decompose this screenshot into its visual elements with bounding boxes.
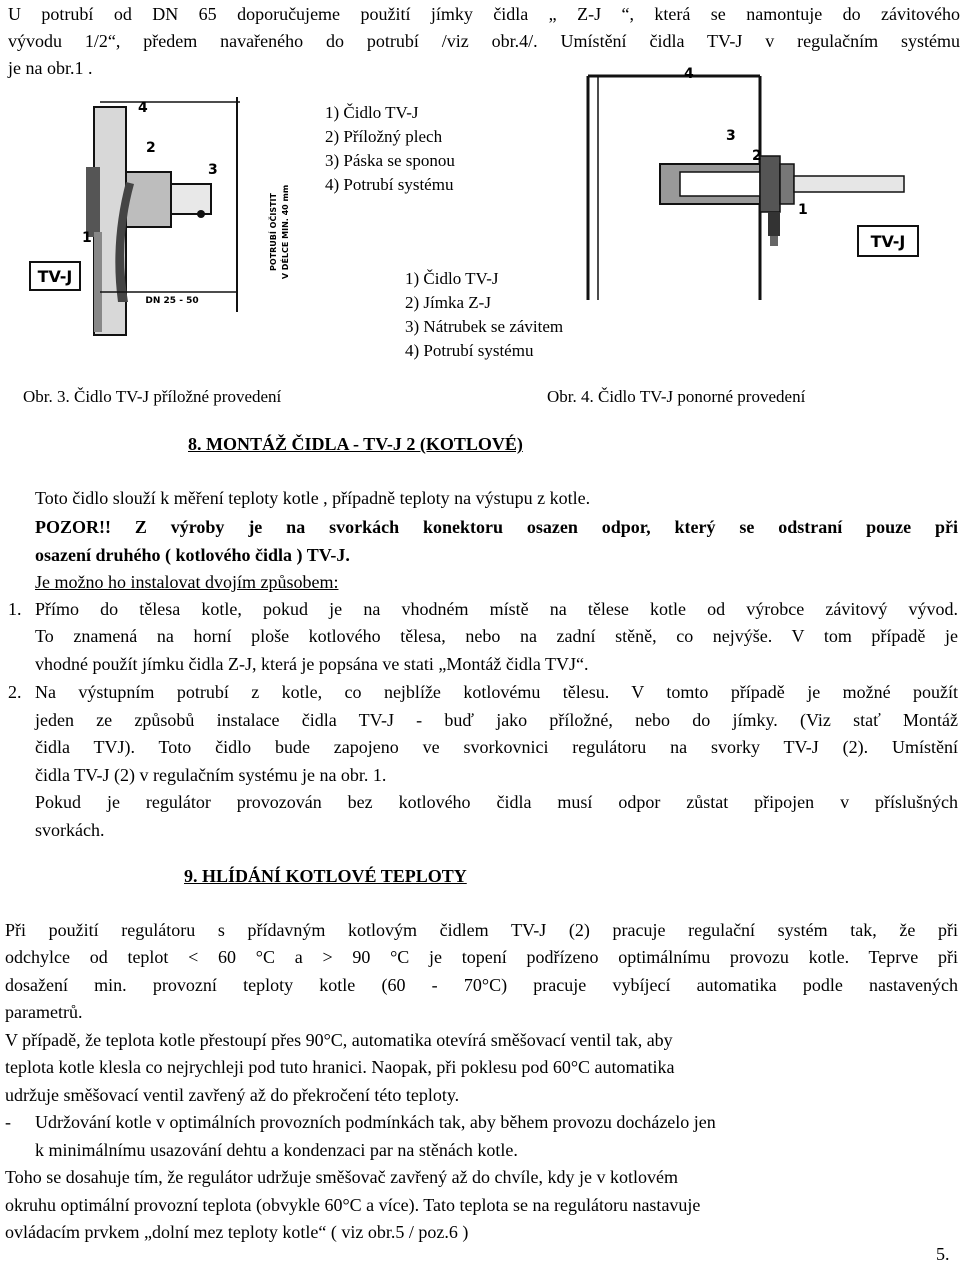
item-2-line-5: Pokud je regulátor provozován bez kotlového čidla musí odpor zůstat připojen v příslušných [35, 792, 958, 812]
item-2-line-2: jeden ze způsobů instalace čidla TV-J - buď jako příložné, nebo do jímky. (Viz stať Montáž [35, 710, 958, 730]
section-9-line-4: parametrů. [5, 1002, 83, 1022]
section-8-intro: Toto čidlo slouží k měření teploty kotle , případně teploty na výstupu z kotle. [35, 488, 591, 508]
warning-line-1: POZOR!! Z výroby je na svorkách konektoru osazen odpor, který se odstraní pouze při [35, 517, 958, 537]
legend-item: 1) Čidlo TV-J [405, 269, 499, 288]
figure-4-immersion-sensor-drawing [580, 64, 940, 304]
position-number-2: 2 [146, 140, 156, 156]
sensor-stem [794, 176, 904, 192]
item-1-line-3: vhodné použít jímku čidla Z-J, která je popsána ve stati „Montáž čidla TVJ“. [35, 654, 589, 674]
fixing-screw [768, 212, 780, 236]
warning-line-2: osazení druhého ( kotlového čidla ) TV-J. [35, 545, 350, 565]
position-number-4: 4 [138, 100, 148, 116]
legend-item: 3) Páska se sponou [325, 151, 455, 170]
bullet-dash: - [5, 1112, 11, 1132]
section-9-line-1: Při použití regulátoru s přídavným kotlovým čidlem TV-J (2) pracuje regulační systém tak, že při [5, 920, 958, 940]
bullet-line-2: k minimálnímu usazování dehtu a kondenzaci par na stěnách kotle. [35, 1140, 518, 1160]
dn-range-label: DN 25 - 50 [145, 296, 199, 306]
closing-line-1: Toho se dosahuje tím, že regulátor udržuje směšovač zavřený až do chvíle, kdy je v kotlovém [5, 1167, 679, 1187]
section-9-heading: 9. HLÍDÁNÍ KOTLOVÉ TEPLOTY [184, 866, 467, 886]
section-8-heading: 8. MONTÁŽ ČIDLA - TV-J 2 (KOTLOVÉ) [188, 434, 523, 454]
position-number-1: 1 [798, 202, 808, 218]
screw-tip [770, 236, 778, 246]
intro-line-3: je na obr.1 . [8, 58, 93, 78]
figure-3-legend [325, 101, 455, 197]
clean-pipe-note-2: V DÉLCE MIN. 40 mm [281, 184, 290, 280]
item-2-number: 2. [8, 682, 22, 702]
clean-pipe-note-1: POTRUBÍ OČISTIT [269, 193, 278, 271]
tv-j-label: TV-J [870, 232, 906, 251]
section-9-line-2: odchylce od teplot < 60 °C a > 90 °C je topení podřízeno optimálnímu provozu kotle. Teprve při [5, 947, 958, 967]
position-number-4: 4 [684, 66, 694, 82]
figure-4-legend [405, 267, 563, 363]
section-9-line-7: udržuje směšovací ventil zavřený až do překročení této teploty. [5, 1085, 460, 1105]
position-number-2: 2 [752, 148, 762, 164]
intro-line-1: U potrubí od DN 65 doporučujeme použití jímky čidla „ Z-J “, která se namontuje do závitového [8, 4, 960, 24]
item-1-line-2: To znamená na horní ploše kotlového tělesa, nebo na zadní stěně, co nejvýše. V tom případě je [35, 626, 958, 646]
sensor-cable [94, 232, 102, 332]
item-2-line-4: čidla TV-J (2) v regulačním systému je na obr. 1. [35, 765, 387, 785]
closing-line-3: ovládacím prvkem „dolní mez teploty kotle“ ( viz obr.5 / poz.6 ) [5, 1222, 469, 1242]
closing-line-2: okruhu optimální provozní teplota (obvykle 60°C a více). Tato teplota se na regulátoru nastavuje [5, 1195, 701, 1215]
legend-item: 2) Příložný plech [325, 127, 443, 146]
page-number: 5. [936, 1244, 950, 1264]
sensor-body [126, 172, 171, 227]
figure-3-clamp-sensor-drawing [0, 92, 305, 338]
contact-plate [86, 167, 100, 237]
item-2-line-3: čidla TVJ). Toto čidlo bude zapojeno ve svorkovnici regulátoru na svorky TV-J (2). Umístění [35, 737, 958, 757]
figure-4-caption: Obr. 4. Čidlo TV-J ponorné provedení [547, 387, 806, 406]
bullet-line-1: Udržování kotle v optimálních provozních podmínkách tak, aby během provozu docházelo jen [35, 1112, 716, 1132]
sensor-head [171, 184, 211, 214]
section-9-line-3: dosažení min. provozní teploty kotle (60 - 70°C) pracuje vybíjecí automatika podle nastavených [5, 975, 958, 995]
nipple-thread [780, 164, 794, 204]
install-ways-label: Je možno ho instalovat dvojím způsobem: [35, 572, 339, 592]
figure-3-caption: Obr. 3. Čidlo TV-J příložné provedení [23, 387, 282, 406]
intro-line-2: vývodu 1/2“, předem navařeného do potrubí /viz obr.4/. Umístění čidla TV-J v regulačním systému [8, 31, 960, 51]
tv-j-label: TV-J [37, 267, 73, 286]
position-number-3: 3 [208, 162, 218, 178]
section-9-line-6: teplota kotle klesla co nejrychleji pod tuto hranici. Naopak, při poklesu pod 60°C automatika [5, 1057, 675, 1077]
section-9-line-5: V případě, že teplota kotle přestoupí přes 90°C, automatika otevírá směšovací ventil tak, aby [5, 1030, 673, 1050]
legend-item: 2) Jímka Z-J [405, 293, 491, 312]
item-2-line-1: Na výstupním potrubí z kotle, co nejblíže kotlovému tělesu. V tomto případě je možné použít [35, 682, 958, 702]
position-number-1: 1 [82, 230, 92, 246]
item-1-number: 1. [8, 599, 22, 619]
position-number-3: 3 [726, 128, 736, 144]
legend-item: 1) Čidlo TV-J [325, 103, 419, 122]
legend-item: 4) Potrubí systému [325, 175, 454, 194]
item-1-line-1: Přímo do tělesa kotle, pokud je na vhodném místě na tělese kotle od výrobce závitový vývod. [35, 599, 958, 619]
threaded-nipple [760, 156, 780, 212]
thermowell-bore [680, 172, 760, 196]
clamp-screw [197, 210, 205, 218]
item-2-line-6: svorkách. [35, 820, 105, 840]
legend-item: 4) Potrubí systému [405, 341, 534, 360]
legend-item: 3) Nátrubek se závitem [405, 317, 564, 336]
